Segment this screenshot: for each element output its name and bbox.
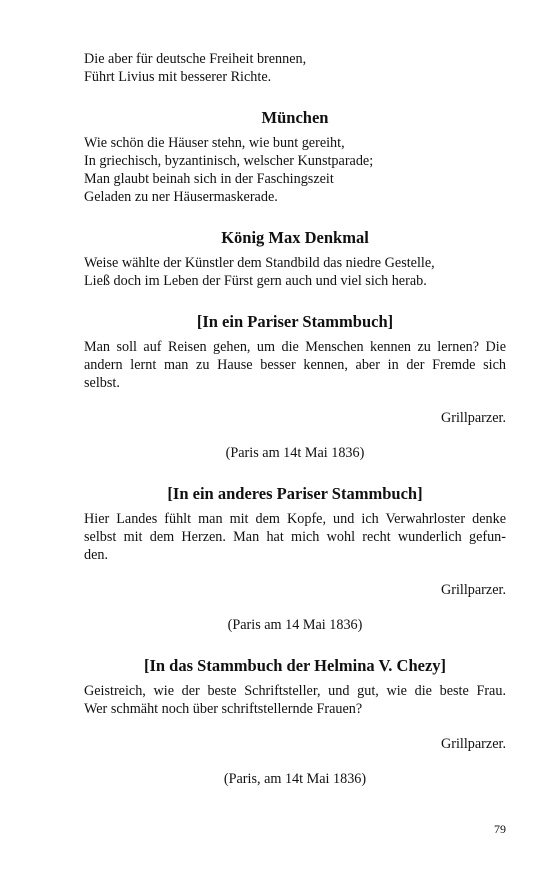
- date-note: (Paris am 14t Mai 1836): [225, 445, 365, 461]
- verse-line: Wie schön die Häuser stehn, wie bunt gereiht,: [84, 135, 345, 151]
- date-note: (Paris, am 14t Mai 1836): [223, 771, 367, 787]
- signature: Grillparzer.: [441, 582, 506, 598]
- text-line: Hier Landes fühlt man mit dem Kopfe, und ich Verwahrloster denke: [84, 511, 506, 527]
- poem-title-muenchen: München: [261, 108, 329, 127]
- entry-text: [84, 510, 506, 564]
- verse-line: Weise wählte der Künstler dem Standbild das niedre Gestelle,: [84, 255, 435, 271]
- verse-line: Geladen zu ner Häusermaskerade.: [84, 189, 278, 205]
- page-number: 79: [494, 822, 506, 836]
- verse-line: Führt Livius mit besserer Richte.: [84, 69, 272, 85]
- verse-line: In griechisch, byzantinisch, welscher Kunstparade;: [84, 153, 374, 169]
- text-line: selbst.: [84, 375, 120, 391]
- signature: Grillparzer.: [441, 410, 506, 426]
- entry-title-pariser-stammbuch: [In ein Pariser Stammbuch]: [196, 312, 394, 331]
- poem-title-koenig-max: König Max Denkmal: [221, 228, 369, 247]
- entry-text: [84, 338, 506, 392]
- poem-muenchen: [84, 134, 506, 206]
- intro-verse: [84, 50, 506, 86]
- text-line: Wer schmäht noch über schriftstellernde Frauen?: [84, 701, 363, 717]
- poem-koenig-max: [84, 254, 506, 290]
- verse-line: Man glaubt beinah sich in der Faschingszeit: [84, 171, 334, 187]
- entry-title-helmina-chezy: [In das Stammbuch der Helmina V. Chezy]: [143, 656, 447, 675]
- text-line: andern lernt man zu Hause besser kennen, aber in der Fremde sich: [84, 357, 506, 373]
- text-line: den.: [84, 547, 109, 563]
- text-line: Man soll auf Reisen gehen, um die Menschen kennen zu lernen? Die: [84, 339, 506, 355]
- entry-title-anderes-pariser-stammbuch: [In ein anderes Pariser Stammbuch]: [167, 484, 423, 503]
- entry-text: [84, 682, 506, 718]
- date-note: (Paris am 14 Mai 1836): [227, 617, 363, 633]
- verse-line: Die aber für deutsche Freiheit brennen,: [84, 51, 307, 67]
- page-content: [84, 50, 506, 788]
- text-line: selbst mit dem Herzen. Man hat mich wohl recht wunderlich gefun-: [84, 529, 506, 545]
- signature: Grillparzer.: [441, 736, 506, 752]
- verse-line: Ließ doch im Leben der Fürst gern auch und viel sich herab.: [84, 273, 427, 289]
- text-line: Geistreich, wie der beste Schriftsteller, und gut, wie die beste Frau.: [84, 683, 506, 699]
